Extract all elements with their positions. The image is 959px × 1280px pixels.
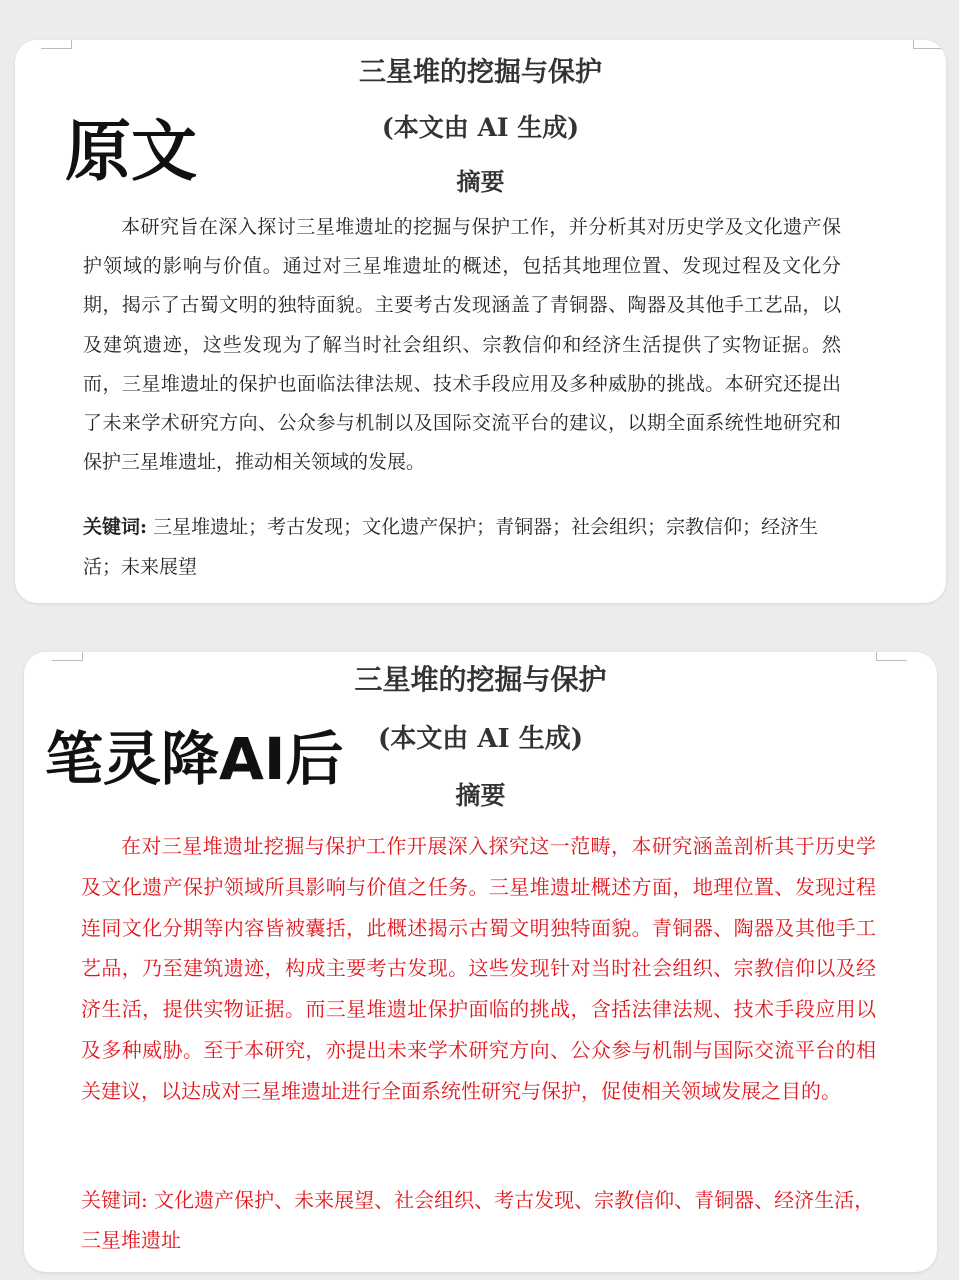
document-title: 三星堆的挖掘与保护 <box>354 663 607 696</box>
keywords-label: 关键词: <box>81 1188 148 1212</box>
document-subtitle: (本文由 AI 生成) <box>381 113 580 142</box>
document-title: 三星堆的挖掘与保护 <box>359 57 602 88</box>
abstract-body: 在对三星堆遗址挖掘与保护工作开展深入探究这一范畴，本研究涵盖剖析其于历史学及文化遗产保护领域所具影响与价值之任务。三星堆遗址概述方面，地理位置、发现过程连同文化分期等内容皆被囊括，此概述揭示古蜀文明独特面貌。青铜器、陶器及其他手工艺品，乃至建筑遗迹，构成主要考古发现。这些发现针对当时社会组织、宗教信仰以及经济生活，提供实物证据。而三星堆遗址保护面临的挑战，含括法律法规、技术手段应用以及多种威胁。至于本研究，亦提出未来学术研究方向、公众参与机制与国际交流平台的相关建议，以达成对三星堆遗址进行全面系统性研究与保护，促使相关领域发展之目的。 <box>81 834 876 1103</box>
original-badge: 原文 <box>65 113 197 190</box>
keywords-text: 三星堆遗址；考古发现；文化遗产保护；青铜器；社会组织；宗教信仰；经济生活；未来展望 <box>83 516 819 578</box>
abstract-body: 本研究旨在深入探讨三星堆遗址的挖掘与保护工作，并分析其对历史学及文化遗产保护领域的影响与价值。通过对三星堆遗址的概述，包括其地理位置、发现过程及文化分期，揭示了古蜀文明的独特面貌。主要考古发现涵盖了青铜器、陶器及其他手工艺品，以及建筑遗迹，这些发现为了解当时社会组织、宗教信仰和经济生活提供了实物证据。然而，三星堆遗址的保护也面临法律法规、技术手段应用及多种威胁的挑战。本研究还提出了未来学术研究方向、公众参与机制以及国际交流平台的建议，以期全面系统性地研究和保护三星堆遗址，推动相关领域的发展。 <box>83 216 841 474</box>
keywords-line <box>83 507 841 587</box>
abstract-heading: 摘要 <box>455 781 506 810</box>
keywords-line <box>81 1180 876 1260</box>
original-document-card <box>15 40 946 603</box>
document-subtitle: (本文由 AI 生成) <box>377 724 584 754</box>
rewritten-document-card <box>24 652 937 1272</box>
page-corner-mark <box>913 40 944 49</box>
page-corner-mark <box>41 40 72 49</box>
keywords-text: 文化遗产保护、未来展望、社会组织、考古发现、宗教信仰、青铜器、经济生活，三星堆遗址 <box>81 1188 875 1252</box>
rewritten-badge: 笔灵降AI后 <box>45 725 344 793</box>
keywords-label: 关键词: <box>83 516 148 538</box>
abstract-heading: 摘要 <box>456 167 505 196</box>
